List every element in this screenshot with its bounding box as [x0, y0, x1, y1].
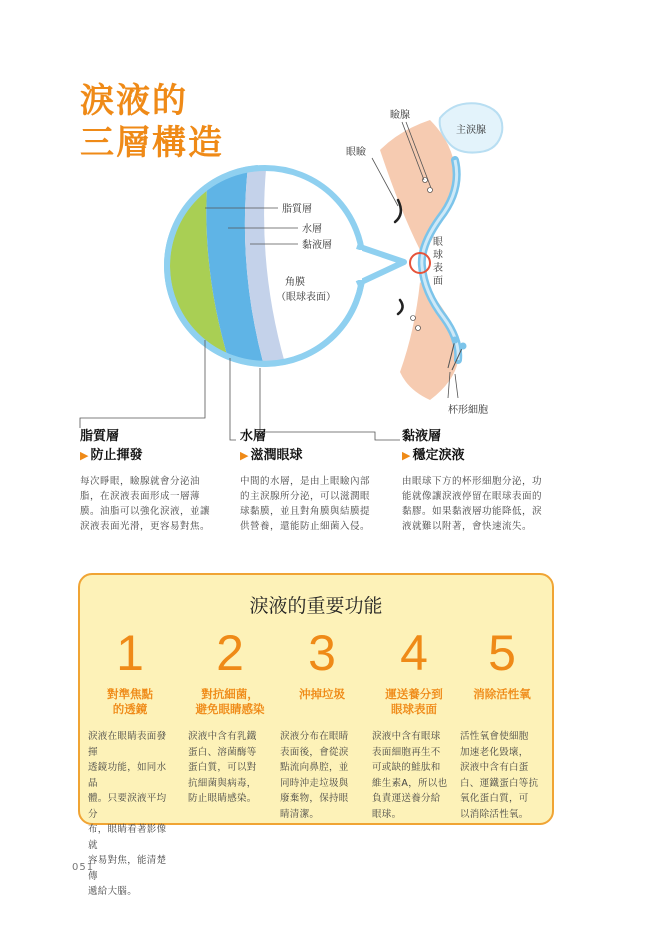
magnified-circle [160, 150, 404, 380]
svg-text:眼: 眼 [433, 237, 443, 248]
function-item-4 [372, 623, 456, 822]
triangle-icon: ▶ [80, 449, 89, 462]
function-number: 5 [488, 625, 516, 681]
triangle-icon: ▶ [402, 449, 411, 462]
function-description: 淚液中含有乳鐵 蛋白、溶菌酶等 蛋白質，可以對 抗細菌與病毒， 防止眼睛感染。 [188, 731, 257, 804]
function-heading: 消除活性氧 [473, 687, 531, 701]
function-item-1 [88, 623, 172, 900]
title-line-2: 三層構造 [80, 123, 224, 163]
function-description: 淚液分布在眼睛 表面後，會從淚 點流向鼻腔，並 同時沖走垃圾與 廢棄物，保持眼 睛清潔。 [280, 731, 349, 820]
function-heading: 沖掉垃圾 [299, 687, 345, 701]
label-lipid-layer: 脂質層 [282, 204, 312, 215]
label-mucin-layer: 黏液層 [302, 240, 332, 251]
layer-description: 每次睜眼，瞼腺就會分泌油 脂，在淚液表面形成一層薄 膜。油脂可以強化淚液，並讓 淚液表面光滑，更容易對焦。 [80, 476, 211, 532]
function-item-5 [460, 623, 544, 822]
label-eye-surface [433, 236, 443, 287]
triangle-icon: ▶ [240, 449, 249, 462]
function-description: 淚液中含有眼球 表面細胞再生不 可或缺的鮭肽和 維生素A，所以也 負責運送養分給 眼球。 [372, 731, 448, 820]
title-line-1: 淚液的 [80, 81, 188, 121]
layer-name: 黏液層 [402, 429, 442, 444]
function-description: 活性氧會使細胞 加速老化毀壞， 淚液中含有白蛋 白、運鐵蛋白等抗 氧化蛋白質，可 以消除活性氧。 [460, 731, 539, 820]
svg-text:表: 表 [433, 263, 443, 274]
function-number: 1 [116, 625, 144, 681]
layer-description: 中間的水層，是由上眼瞼內部 的主淚腺所分泌，可以滋潤眼 球黏膜，並且對角膜與結膜提 供營養，還能防止細菌入侵。 [240, 476, 371, 532]
layer-subtitle: ▶ 穩定淚液 [402, 448, 465, 463]
label-cornea: 角膜 [285, 277, 305, 288]
label-main-lacrimal-gland: 主淚腺 [456, 125, 486, 136]
function-number: 3 [308, 625, 336, 681]
svg-text:球: 球 [433, 250, 443, 261]
layer-col-mucin [402, 428, 552, 534]
function-heading: 對抗細菌， 避免眼睛感染 [195, 687, 265, 716]
functions-title: 淚液的重要功能 [249, 595, 383, 617]
label-eyelid: 眼瞼 [346, 147, 366, 158]
function-number: 2 [216, 625, 244, 681]
function-description: 淚液在眼睛表面發揮 透鏡功能，如同水晶 體。只要淚液平均分 布，眼睛看著影像就 容易對焦，能清楚傳 遞給大腦。 [88, 731, 167, 897]
layer-subtitle: ▶ 防止揮發 [80, 448, 143, 463]
function-item-3 [280, 623, 364, 822]
page-number: 051 [72, 862, 95, 873]
label-water-layer: 水層 [302, 224, 322, 235]
layer-name: 脂質層 [80, 429, 120, 444]
label-cornea-sub: （眼球表面） [276, 292, 336, 303]
svg-text:面: 面 [433, 276, 443, 287]
label-goblet-cells: 杯形細胞 [448, 405, 488, 416]
layer-description: 由眼球下方的杯形細胞分泌，功 能就像讓淚液停留在眼球表面的 黏膠。如果黏液層功能降低，淚 液就難以附著，會快速流失。 [402, 476, 543, 532]
function-heading: 對準焦點 的透鏡 [107, 687, 153, 716]
function-item-2 [188, 623, 272, 807]
label-meibomian-gland: 瞼腺 [390, 110, 410, 121]
layer-col-lipid [80, 428, 230, 534]
layer-col-water [240, 428, 390, 534]
function-number: 4 [400, 625, 428, 681]
layer-subtitle: ▶ 滋潤眼球 [240, 448, 303, 463]
function-heading: 運送養分到 眼球表面 [385, 687, 443, 716]
callout-pointer [357, 246, 404, 284]
layer-name: 水層 [240, 429, 267, 444]
